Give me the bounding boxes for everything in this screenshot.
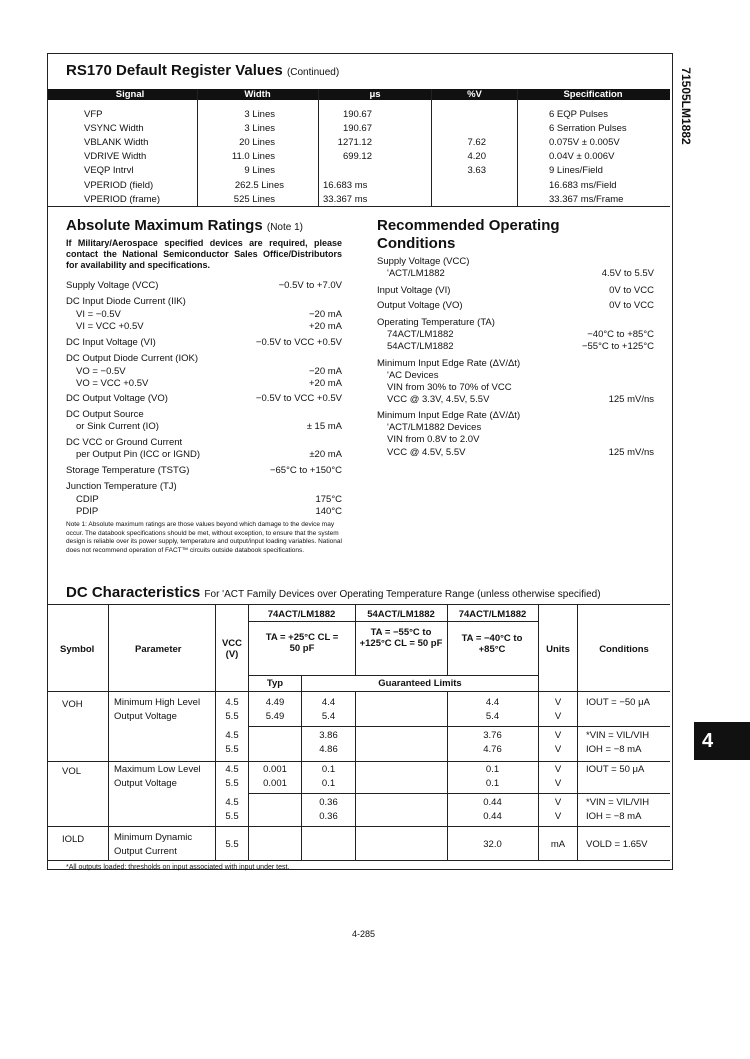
rs170-width: 525 Lines (233, 194, 275, 205)
rs170-signal: VFP (84, 109, 103, 120)
dc-vcc: 4.5 (225, 730, 239, 741)
amr-label: DC VCC or Ground Current (66, 437, 183, 448)
dc-rule (248, 726, 670, 727)
amr-label: DC Output Voltage (VO) (66, 393, 168, 404)
amr-label: per Output Pin (ICC or IGND) (76, 449, 201, 460)
roc-label: Operating Temperature (TA) (377, 317, 495, 328)
roc-value: 0V to VCC (609, 285, 654, 296)
roc-label: Input Voltage (VI) (377, 285, 451, 296)
rs170-us: 33.367 ms (323, 194, 368, 205)
rs170-us: 190.67 (342, 123, 372, 134)
dc-g1: 0.36 (319, 811, 338, 822)
dc-h-cond3: TA = −40°C to +85°C (461, 633, 523, 655)
dc-h-group1: 74ACT/LM1882 (267, 609, 336, 620)
rs170-spec: 6 Serration Pulses (549, 123, 627, 134)
dc-unit: V (554, 744, 562, 755)
roc-label: Supply Voltage (VCC) (377, 256, 470, 267)
amr-warning: If Military/Aerospace specified devices are required, please contact the National Semiconductor Sales Office/Distributors for availability and specifications. (66, 238, 342, 270)
dc-vcc: 4.5 (225, 697, 239, 708)
dc-cond: *VIN = VIL/VIH (586, 797, 650, 808)
rs170-signal: VSYNC Width (84, 123, 144, 134)
dc-param: Maximum Low Level (114, 764, 201, 775)
dc-rule (248, 793, 670, 794)
page-number: 4-285 (352, 929, 376, 939)
dc-vcc: 5.5 (225, 711, 239, 722)
rs170-h-signal: Signal (115, 89, 145, 100)
dc-symbol: IOLD (62, 834, 85, 845)
rs170-col-line (517, 89, 518, 206)
dc-cond: IOH = −8 mA (586, 811, 642, 822)
rs170-spec: 0.04V ± 0.006V (549, 151, 615, 162)
roc-value: 0V to VCC (609, 300, 654, 311)
dc-param: Output Voltage (114, 711, 177, 722)
dc-param: Output Voltage (114, 778, 177, 789)
amr-label: or Sink Current (IO) (76, 421, 159, 432)
dc-unit: V (554, 711, 562, 722)
rs170-us: 699.12 (342, 151, 372, 162)
dc-g3: 32.0 (483, 839, 502, 850)
dc-g3: 0.44 (483, 797, 502, 808)
dc-unit: V (554, 797, 562, 808)
amr-label: DC Output Diode Current (IOK) (66, 353, 198, 364)
dc-g1: 0.36 (319, 797, 338, 808)
dc-typ: 0.001 (263, 778, 287, 789)
rs170-bottom-rule (48, 206, 670, 207)
dc-g3: 4.4 (485, 697, 500, 708)
dc-cond: IOUT = −50 μA (586, 697, 650, 708)
rs170-col-line (197, 89, 198, 206)
dc-unit: V (554, 730, 562, 741)
amr-label: VI = −0.5V (76, 309, 121, 320)
dc-col-line (248, 604, 249, 860)
roc-label: VCC @ 4.5V, 5.5V (387, 447, 466, 458)
amr-value: +20 mA (308, 378, 342, 389)
dc-unit: mA (550, 839, 566, 850)
rs170-us: 1271.12 (337, 137, 372, 148)
rs170-h-pv: %V (467, 89, 482, 100)
side-part-number: 71505LM1882 (679, 67, 693, 145)
rs170-pv: 3.63 (467, 165, 486, 176)
section-tab: 4 (694, 722, 750, 760)
amr-value: ± 15 mA (306, 421, 342, 432)
dc-g3: 0.1 (485, 778, 500, 789)
dc-vcc: 4.5 (225, 764, 239, 775)
dc-h-cond2: TA = −55°C to +125°C CL = 50 pF (359, 627, 443, 649)
roc-label: Minimum Input Edge Rate (ΔV/Δt) (377, 358, 521, 369)
dc-vcc: 5.5 (225, 744, 239, 755)
dc-symbol: VOL (62, 766, 82, 777)
rs170-spec: 0.075V ± 0.005V (549, 137, 620, 148)
dc-g3: 5.4 (485, 711, 500, 722)
rs170-width: 20 Lines (239, 137, 275, 148)
roc-label: Minimum Input Edge Rate (ΔV/Δt) (377, 410, 521, 421)
dc-g3: 0.1 (485, 764, 500, 775)
dc-bottom-rule (48, 860, 670, 861)
dc-unit: V (554, 778, 562, 789)
amr-label: DC Output Source (66, 409, 144, 420)
rs170-h-us: μs (369, 89, 381, 100)
rs170-spec: 6 EQP Pulses (549, 109, 608, 120)
amr-value: ±20 mA (309, 449, 342, 460)
dc-col-line (108, 604, 109, 860)
amr-label: Supply Voltage (VCC) (66, 280, 159, 291)
amr-value: −0.5V to VCC +0.5V (255, 393, 342, 404)
dc-cond: IOUT = 50 μA (586, 764, 645, 775)
amr-value: 140°C (315, 506, 342, 517)
dc-cond: VOLD = 1.65V (586, 839, 648, 850)
dc-param: Minimum High Level (114, 697, 201, 708)
dc-param: Output Current (114, 846, 177, 857)
dc-g1: 4.4 (321, 697, 336, 708)
amr-value: −20 mA (308, 309, 342, 320)
dc-typ: 4.49 (265, 697, 285, 708)
roc-label: 'ACT/LM1882 Devices (387, 422, 482, 433)
rs170-width: 3 Lines (244, 123, 275, 134)
roc-label: 54ACT/LM1882 (387, 341, 454, 352)
amr-value: +20 mA (308, 321, 342, 332)
dc-cond: *VIN = VIL/VIH (586, 730, 650, 741)
roc-label: VIN from 0.8V to 2.0V (387, 434, 480, 445)
roc-label: 74ACT/LM1882 (387, 329, 454, 340)
dc-h-parameter: Parameter (135, 644, 182, 655)
roc-label: 'ACT/LM1882 (387, 268, 445, 279)
dc-col-line (355, 691, 356, 860)
dc-h-symbol: Symbol (60, 644, 95, 655)
dc-cond: IOH = −8 mA (586, 744, 642, 755)
rs170-pv: 7.62 (467, 137, 486, 148)
dc-g1: 3.86 (319, 730, 338, 741)
dc-vcc: 4.5 (225, 797, 239, 808)
amr-label: Storage Temperature (TSTG) (66, 465, 190, 476)
dc-h-typ: Typ (266, 678, 284, 689)
rs170-col-line (318, 89, 319, 206)
dc-g3: 0.44 (483, 811, 502, 822)
dc-h-vcc: VCC (V) (221, 638, 243, 660)
rs170-spec: 16.683 ms/Field (549, 180, 617, 191)
dc-h-group2: 54ACT/LM1882 (367, 609, 435, 620)
amr-value: −0.5V to +7.0V (278, 280, 342, 291)
dc-h-units: Units (546, 644, 570, 655)
amr-title: Absolute Maximum Ratings (Note 1) (66, 217, 303, 234)
dc-g3: 3.76 (483, 730, 502, 741)
amr-value: −65°C to +150°C (269, 465, 342, 476)
rs170-signal: VDRIVE Width (84, 151, 147, 162)
dc-col-line (577, 604, 578, 860)
dc-rule (248, 675, 538, 676)
rs170-pv: 4.20 (467, 151, 486, 162)
dc-g1: 0.1 (321, 778, 336, 789)
roc-title-line1: Recommended Operating (377, 217, 560, 234)
dc-unit: V (554, 764, 562, 775)
rs170-signal: VPERIOD (frame) (84, 194, 161, 205)
roc-label: 'AC Devices (387, 370, 439, 381)
amr-label: DC Input Voltage (VI) (66, 337, 156, 348)
roc-value: −40°C to +85°C (587, 329, 654, 340)
amr-label: PDIP (76, 506, 99, 517)
dc-g1: 0.1 (321, 764, 336, 775)
roc-value: −55°C to +125°C (581, 341, 654, 352)
roc-value: 125 mV/ns (608, 447, 654, 458)
amr-value: 175°C (315, 494, 342, 505)
dc-unit: V (554, 697, 562, 708)
dc-param: Minimum Dynamic (114, 832, 193, 843)
rs170-signal: VBLANK Width (84, 137, 149, 148)
dc-g1: 4.86 (319, 744, 338, 755)
amr-label: VO = VCC +0.5V (76, 378, 149, 389)
rs170-width: 3 Lines (244, 109, 275, 120)
rs170-us: 16.683 ms (323, 180, 368, 191)
dc-g3: 4.76 (483, 744, 502, 755)
dc-h-cond1: TA = +25°C CL = 50 pF (265, 632, 339, 654)
roc-title-line2: Conditions (377, 235, 456, 252)
amr-label: VO = −0.5V (76, 366, 126, 377)
amr-value: −0.5V to VCC +0.5V (255, 337, 342, 348)
dc-g1: 5.4 (321, 711, 336, 722)
rs170-title: RS170 Default Register Values (Continued) (66, 62, 340, 79)
dc-h-conditions: Conditions (599, 644, 649, 655)
rs170-us: 190.67 (342, 109, 372, 120)
rs170-width: 11.0 Lines (231, 151, 275, 162)
dc-typ: 0.001 (263, 764, 287, 775)
rs170-spec: 9 Lines/Field (549, 165, 603, 176)
dc-vcc: 5.5 (225, 839, 239, 850)
amr-label: VI = VCC +0.5V (76, 321, 144, 332)
dc-typ: 5.49 (265, 711, 285, 722)
rs170-h-width: Width (244, 89, 271, 100)
dc-h-group3: 74ACT/LM1882 (458, 609, 527, 620)
rs170-spec: 33.367 ms/Frame (549, 194, 624, 205)
dc-vcc: 5.5 (225, 778, 239, 789)
rs170-signal: VPERIOD (field) (84, 180, 154, 191)
amr-label: DC Input Diode Current (IIK) (66, 296, 186, 307)
dc-rule (248, 621, 538, 622)
dc-symbol: VOH (62, 699, 83, 710)
amr-value: −20 mA (308, 366, 342, 377)
amr-label: Junction Temperature (TJ) (66, 481, 177, 492)
rs170-h-spec: Specification (563, 89, 623, 100)
dc-vcc: 5.5 (225, 811, 239, 822)
roc-label: VCC @ 3.3V, 4.5V, 5.5V (387, 394, 490, 405)
roc-value: 125 mV/ns (608, 394, 654, 405)
dc-footnote: *All outputs loaded; thresholds on input associated with input under test. (66, 864, 290, 871)
amr-note: Note 1: Absolute maximum ratings are those values beyond which damage to the device may occur. The databook specifications should be met, without exception, to ensure that the system design is reliable over its power supply, temperature and output/input loading variables. National does not recommend operation of FACT™ circuits outside databook specifications. (66, 521, 342, 554)
roc-label: VIN from 30% to 70% of VCC (387, 382, 512, 393)
dc-unit: V (554, 811, 562, 822)
rs170-signal: VEQP Intrvl (84, 165, 134, 176)
rs170-width: 262.5 Lines (234, 180, 284, 191)
roc-label: Output Voltage (VO) (377, 300, 463, 311)
rs170-width: 9 Lines (244, 165, 275, 176)
roc-value: 4.5V to 5.5V (601, 268, 654, 279)
dc-h-guaranteed: Guaranteed Limits (378, 678, 462, 689)
dc-title: DC Characteristics For 'ACT Family Devices over Operating Temperature Range (unless otherwise specified) (66, 584, 601, 601)
amr-label: CDIP (76, 494, 99, 505)
